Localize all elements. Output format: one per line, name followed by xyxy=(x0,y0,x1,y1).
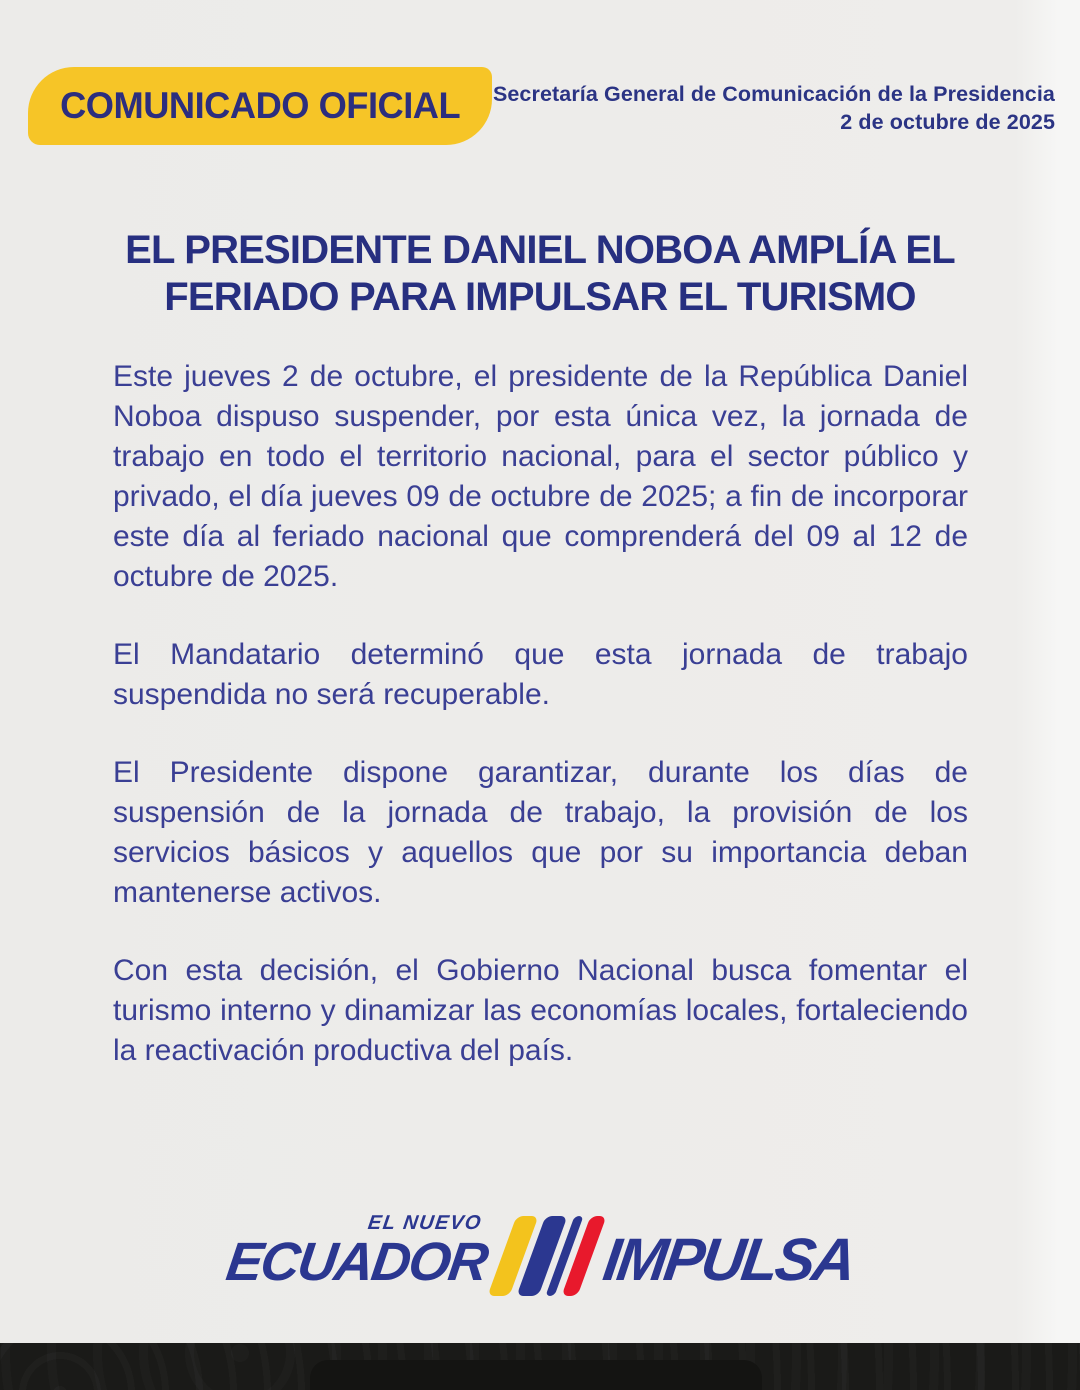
flag-stripes-icon xyxy=(487,1216,606,1296)
body-paragraph: Este jueves 2 de octubre, el presidente de la República Daniel Noboa dispuso suspender, por esta única vez, la jornada de trabajo en todo el territorio nacional, para el sector público y privado, el día jueves 09 de octubre de 2025; a fin de incorporar este día al feriado nacional que comprenderá del 09 al 12 de octubre de 2025. xyxy=(113,360,968,593)
page-title-line-1: EL PRESIDENTE DANIEL NOBOA AMPLÍA EL xyxy=(125,228,955,272)
page-title xyxy=(40,227,1040,321)
body-paragraph: Con esta decisión, el Gobierno Nacional busca fomentar el turismo interno y dinamizar las economías locales, fortaleciendo la reactivación productiva del país. xyxy=(113,954,968,1067)
body-paragraph: El Presidente dispone garantizar, durante los días de suspensión de la jornada de trabajo, la provisión de los servicios básicos y aquellos que por su importancia deban mantenerse activos. xyxy=(113,756,968,909)
banner-label: COMUNICADO OFICIAL xyxy=(59,85,461,126)
page-title-line-2: FERIADO PARA IMPULSAR EL TURISMO xyxy=(164,275,916,319)
impulsa-wordmark: IMPULSA xyxy=(599,1226,858,1293)
el-nuevo-ecuador-impulsa-logo xyxy=(0,1212,1080,1293)
el-nuevo-tagline: EL NUEVO xyxy=(366,1212,484,1234)
header-meta xyxy=(493,80,1055,136)
ecuador-wordmark-block xyxy=(222,1212,491,1292)
issuing-office: Secretaría General de Comunicación de la Presidencia xyxy=(492,82,1055,106)
ecuador-wordmark: ECUADOR xyxy=(222,1232,491,1292)
body-paragraph: El Mandatario determinó que esta jornada de trabajo suspendida no será recuperable. xyxy=(113,638,968,711)
bottom-caption-bubble xyxy=(310,1360,762,1390)
communique-body xyxy=(113,357,968,1071)
communique-date: 2 de octubre de 2025 xyxy=(840,110,1055,134)
bottom-app-band xyxy=(0,1343,1080,1390)
official-communique-banner xyxy=(28,67,492,145)
